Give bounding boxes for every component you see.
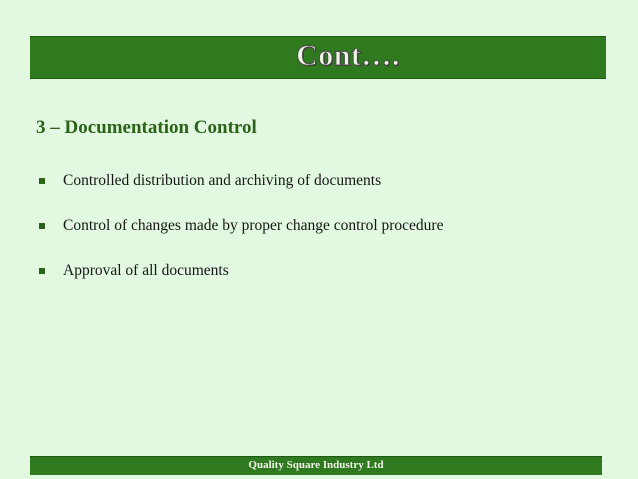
bullet-text: Controlled distribution and archiving of documents <box>63 172 382 189</box>
section-heading: 3 – Documentation Control <box>36 117 257 138</box>
footer-bar <box>30 456 602 475</box>
square-bullet-icon <box>39 178 45 184</box>
title-bar <box>30 36 606 79</box>
bullet-text: Control of changes made by proper change control procedure <box>63 217 444 234</box>
square-bullet-icon <box>39 223 45 229</box>
footer-company-name: Quality Square Industry Ltd <box>248 459 384 471</box>
bullet-text: Approval of all documents <box>63 262 229 279</box>
slide-title: Cont…. <box>296 39 400 72</box>
square-bullet-icon <box>39 268 45 274</box>
